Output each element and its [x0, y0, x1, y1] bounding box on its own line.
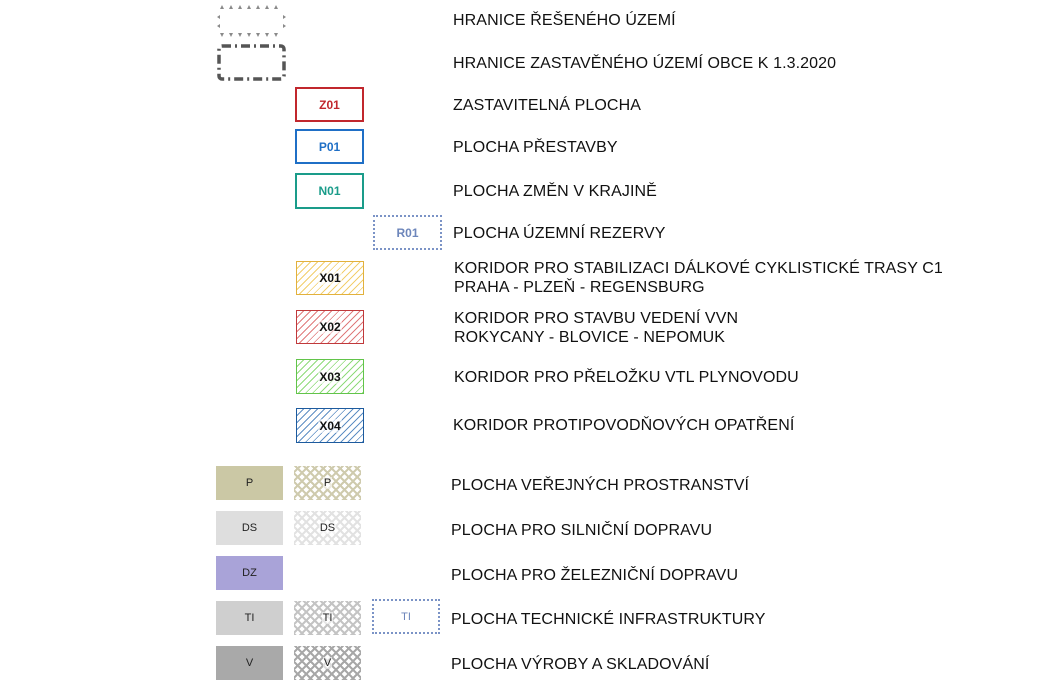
symbol-ti-solid: TI: [216, 601, 283, 635]
symbol-dz-solid: DZ: [216, 556, 283, 590]
label-x03: KORIDOR PRO PŘELOŽKU VTL PLYNOVODU: [454, 369, 799, 386]
symbol-p01: P01: [295, 129, 364, 164]
label-boundary-built-up: HRANICE ZASTAVĚNÉHO ÚZEMÍ OBCE K 1.3.2020: [453, 55, 837, 72]
symbol-z01: Z01: [295, 87, 364, 122]
label-x01-line1: KORIDOR PRO STABILIZACI DÁLKOVÉ CYKLISTICKÉ TRASY C1: [454, 260, 943, 277]
symbol-n01: N01: [295, 173, 364, 209]
symbol-ds-solid: DS: [216, 511, 283, 545]
symbol-x03: X03: [296, 359, 364, 394]
label-z01: ZASTAVITELNÁ PLOCHA: [453, 97, 642, 114]
symbol-ti-reserve: TI: [372, 599, 440, 634]
symbol-ds-crosshatch: DS: [294, 511, 361, 545]
label-r01: PLOCHA ÚZEMNÍ REZERVY: [453, 225, 666, 242]
dash-dot-border-icon: [217, 44, 286, 81]
symbol-v-crosshatch: V: [294, 646, 361, 680]
symbol-x01: X01: [296, 261, 364, 295]
label-x02-line2: ROKYCANY - BLOVICE - NEPOMUK: [454, 329, 726, 346]
label-boundary-solved-territory: HRANICE ŘEŠENÉHO ÚZEMÍ: [453, 12, 676, 29]
symbol-x04: X04: [296, 408, 364, 443]
symbol-x02: X02: [296, 310, 364, 344]
label-x02-line1: KORIDOR PRO STAVBU VEDENÍ VVN: [454, 310, 739, 327]
label-ds: PLOCHA PRO SILNIČNÍ DOPRAVU: [451, 522, 713, 539]
symbol-p-crosshatch: P: [294, 466, 361, 500]
label-x01-line2: PRAHA - PLZEŇ - REGENSBURG: [454, 279, 705, 296]
symbol-v-solid: V: [216, 646, 283, 680]
symbol-p-solid: P: [216, 466, 283, 500]
symbol-r01: R01: [373, 215, 442, 250]
label-ti: PLOCHA TECHNICKÉ INFRASTRUKTURY: [451, 611, 766, 628]
label-v: PLOCHA VÝROBY A SKLADOVÁNÍ: [451, 656, 710, 673]
boundary-solved-territory-symbol: [217, 2, 286, 40]
label-p: PLOCHA VEŘEJNÝCH PROSTRANSTVÍ: [451, 477, 750, 494]
label-p01: PLOCHA PŘESTAVBY: [453, 139, 618, 156]
label-n01: PLOCHA ZMĚN V KRAJINĚ: [453, 183, 657, 200]
label-dz: PLOCHA PRO ŽELEZNIČNÍ DOPRAVU: [451, 567, 739, 584]
symbol-ti-crosshatch: TI: [294, 601, 361, 635]
boundary-built-up-symbol: [217, 44, 286, 81]
triangle-border-icon: [217, 2, 286, 40]
label-x04: KORIDOR PROTIPOVODŇOVÝCH OPATŘENÍ: [453, 417, 795, 434]
